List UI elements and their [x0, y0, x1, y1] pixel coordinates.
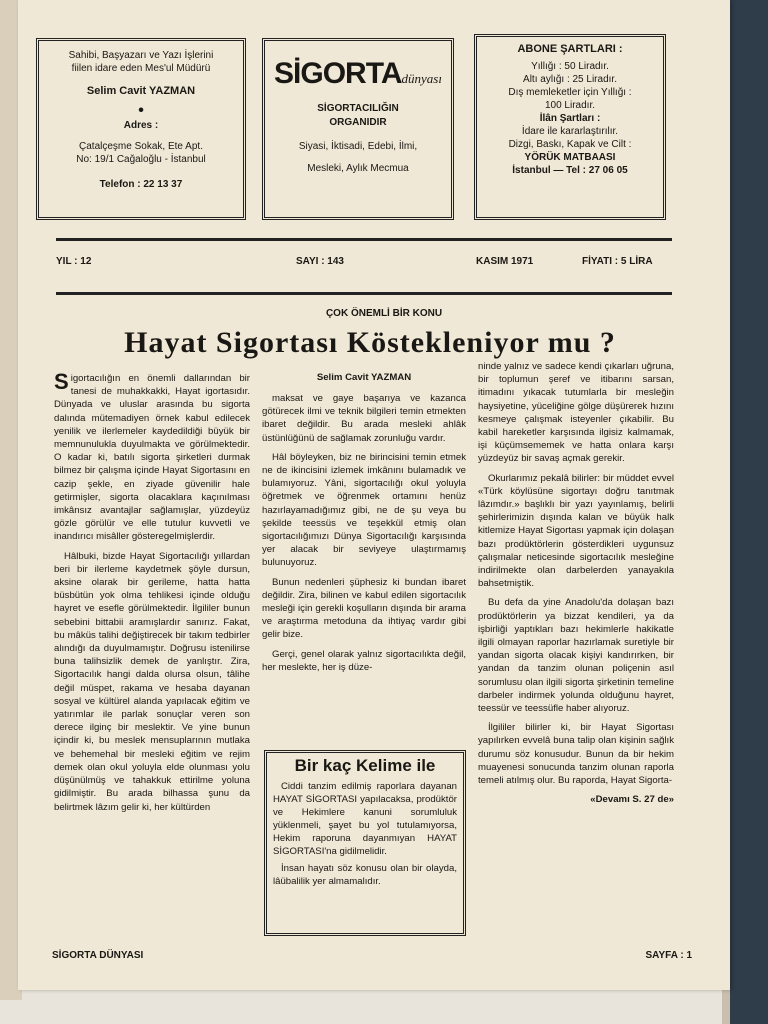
article-headline: Hayat Sigortası Köstekleniyor mu ? [124, 326, 616, 359]
paragraph: Bunun nedenleri şüphesiz ki bundan ibaret değildir. Zira, bilinen ve kabul edilen sigortacılık mesleği için gerekli koşulların dışında bir arama ve araştırma metoduna da ihtiyaç vardır gibi gelir bize. [262, 576, 466, 641]
subscription-title: ABONE ŞARTLARI : [517, 43, 623, 55]
logo-subtitle: dünyası [401, 71, 442, 86]
continued-note: «Devamı S. 27 de» [590, 794, 674, 806]
column-3 [478, 360, 674, 934]
footer-magazine-name: SİGORTA DÜNYASI [52, 950, 144, 961]
magazine-logo: SİGORTAdünyası [274, 57, 442, 90]
paragraph: ninde yalnız ve sadece kendi çıkarları uğruna, bir toplumun şeref ve itibarını sarsan, itimadını yıkacak tutumlarla bir mesleğin haysiyetine, yüceliğine gölge düşürerek hızını kesmeye çalışmak isteyenler çıkabilir. Bu kabil hareketler karşısında ilgisiz kalmamak, işi küçümsememek ve hatta onlara karşı yüzdeyüz bir savaş açmak gerekir. [478, 361, 674, 465]
page-footer [52, 950, 692, 961]
article-kicker: ÇOK ÖNEMLİ BİR KONU [325, 308, 443, 319]
ad-terms-label: İlân Şartları : [539, 113, 601, 124]
subscription-box [474, 34, 666, 220]
drop-cap: S [54, 372, 69, 394]
printer-name: YÖRÜK MATBAASI [524, 152, 616, 163]
sidebar-paragraph: Ciddi tanzim edilmiş raporlara dayanan HAYAT SİGORTASI yapılacaksa, prodüktör ve Hekimlere kanuni sorumluluk yüklenmeli, şayet bu yol tutulamıyorsa, Hekim raporuna dayanmıyan HAYAT SİGORTASI'na gidilmelidir. [273, 781, 457, 857]
column-1 [54, 372, 250, 946]
printer-phone: İstanbul — Tel : 27 06 05 [512, 165, 628, 176]
issue-date: KASIM 1971 [476, 256, 534, 267]
organ-line-2: ORGANIDIR [329, 117, 387, 128]
paragraph: Bu defa da yine Anadolu'da dolaşan bazı prodüktörlerin ya bizzat kendileri, ya da işbirliği yaptıkları bazı hekimlerle hakikatle ilgili olmayan raporlar hazırlamak suretiyle bir yandan sigorta olacak kişiyi kandırırken, bir yandan da tanzim olunan poliçenin asıl sorumlusu olan ilgili sigorta şirketinin temeline darbeler indirmek yolunda olduğunu hayret, teessür ve teessüfle haber alıyoruz. [478, 597, 674, 715]
desc-line-2: Mesleki, Aylık Mecmua [307, 163, 409, 174]
paragraph: Hâl böyleyken, biz ne birincisini temin etmek ne de ikincisini izlemek imkânını bulamadık ve bulamıyoruz. Yâni, sigortacılığı okul yoluyla öğretmek ve öğrenmek ortamını henüz hazırlayamadığımız gibi, ne de şu veya bu şekilde teessüs ve teşekkül etmiş olan sigortacılığımızı Dünya Sigortacılığı karşısında yer alacak bir seviyeye ulaştırmamış bulunuyoruz. [262, 451, 466, 569]
address-line-1: Çatalçeşme Sokak, Ete Apt. [79, 141, 203, 152]
ad-terms-line-1: İdare ile kararlaştırılır. [521, 126, 619, 137]
sub-line-3: Dış memleketler için Yıllığı : [508, 87, 632, 98]
paragraph: Gerçi, genel olarak yalnız sigortacılıkta değil, her meslekte, her iş düze- [262, 648, 466, 673]
publisher-line-2: fiilen idare eden Mes'ul Müdürü [71, 63, 211, 74]
sidebar-title: Bir kaç Kelime ile [294, 756, 436, 775]
address-line-2: No: 19/1 Cağaloğlu - İstanbul [76, 154, 206, 165]
paragraph: Okurlarımız pekalâ bilirler: bir müddet evvel «Türk köylüsüne sigortayı doğru tanıtmak lâzımdır.» başlıklı bir yazı yayınlamış, belirli şehirlerimizin dışında kalan ve büyük halk kitlemize Hayat Sigortası yapmak için dolaşan bazı prodüktörlerin gösterdikleri uygunsuz çalışmalar neticesinde sigortacılık mesleğine indirilmekte olan darbelerden yanayakıla bahsetmiştik. [478, 472, 674, 590]
title-box [262, 38, 454, 220]
binding-spine [730, 0, 768, 1024]
paragraph: maksat ve gaye başarıya ve kazanca götürecek ilmi ve teknik bilgileri temin etmekten ibaret değildir. Bu arada mesleki ahlâk üstünlüğünü de sağlamak zorunluğu vardır. [262, 393, 466, 444]
rule-bottom [56, 292, 672, 295]
publisher-name: Selim Cavit YAZMAN [86, 85, 196, 97]
sidebar-box [264, 750, 466, 936]
publisher-line-1: Sahibi, Başyazarı ve Yazı İşlerini [68, 50, 214, 61]
publisher-box [36, 38, 246, 220]
paragraph: İlgililer bilirler ki, bir Hayat Sigortası yapılırken evvelâ buna talip olan kişinin sağlık durumu söz konusudur. Bunun da bir hekim muayenesi sonucunda tanzim olunan raporla temeli atılmış olur. Bu raporda, Hayat Sigorta- [478, 722, 674, 787]
sub-line-1: Yıllığı : 50 Liradır. [531, 61, 609, 72]
page-number: SAYFA : 1 [645, 950, 692, 961]
sidebar-paragraph: İnsan hayatı söz konusu olan bir olayda, lâübalilik yer almamalıdır. [273, 863, 457, 887]
sub-line-2: Altı aylığı : 25 Liradır. [523, 74, 617, 85]
desc-line-1: Siyasi, İktisadi, Edebi, İlmi, [298, 141, 418, 152]
paragraph: Hâlbuki, bizde Hayat Sigortacılığı yıllardan beri bir ilerleme kaydetmek şöyle dursun, aksine olarak bir gerileme, hatta hatta büsbütün yok olma tehlikesi içinde olduğu hayret ve esefle görülmektedir. İlgililer bunun sebebini bittabii aramışlardır sanırız. Fakat, bu mâküs talihi değiştirecek bir takım tedbirler alındığı da duyulmamıştır. Doğrusu istenilirse buna talihsizlik demek de yanlıştır. Zira, Sigortacılık hangi dalda olursa olsun, tâlihe değil müspet, rakama ve hesaba dayanan sosyal ve kültürel alanda yapılacak eğitim ve yatırımlar ile parlak sonuçlar veren son derece ilginç bir meslektir. Ve yine bunun içindir ki, bu meslek mensuplarının mutlaka ve behemehal bir mesleki eğitim ve rejim demek olan okul yoluyla elde olunması yolu düşünülmüş ve tahakkuk ettirilme yoluna gidilmiştir. Bu arada bilhassa şunu da belirtmek lâzım gelir ki, her kültürden [54, 550, 250, 813]
rule-top [56, 238, 672, 241]
sub-line-4: 100 Liradır. [544, 100, 596, 111]
issue-price: FİYATI : 5 LİRA [582, 256, 653, 267]
bullet: • [138, 102, 144, 119]
address-label: Adres : [123, 120, 159, 131]
paragraph: igortacılığın en önemli dallarından bir tanesi de muhakkakki, Hayat igortasıdır. Dünyada ve uluslar arasında bu sigorta dalında mütemadiyen örnek kabul edilecek yenilik ve ilerlemeler kaydedildiği büyük bir memnunulukla duyulmakta ve görülmektedir. O kadar ki, batılı sigorta şirketleri durmak bilmez bir çalışma içinde Hayat Sigortasını en cazip şekle, en ziyade güvenilir hale getirmişler, sigorta olacaklara kaçınılması imkânsız avantajlar sağlamışlar, yüzdeyüz gözle görülür ve elle tutulur kuvvetli ve inandırıcı misâller gösteregelmişlerdir. [54, 373, 250, 543]
issue-number: SAYI : 143 [296, 256, 344, 267]
organ-line-1: SİGORTACILIĞIN [317, 103, 399, 114]
column-2 [262, 392, 466, 736]
phone: Telefon : 22 13 37 [99, 179, 183, 190]
byline: Selim Cavit YAZMAN [316, 372, 412, 383]
ad-terms-line-2: Dizgi, Baskı, Kapak ve Cilt : [508, 139, 632, 150]
issue-year: YIL : 12 [56, 256, 92, 267]
